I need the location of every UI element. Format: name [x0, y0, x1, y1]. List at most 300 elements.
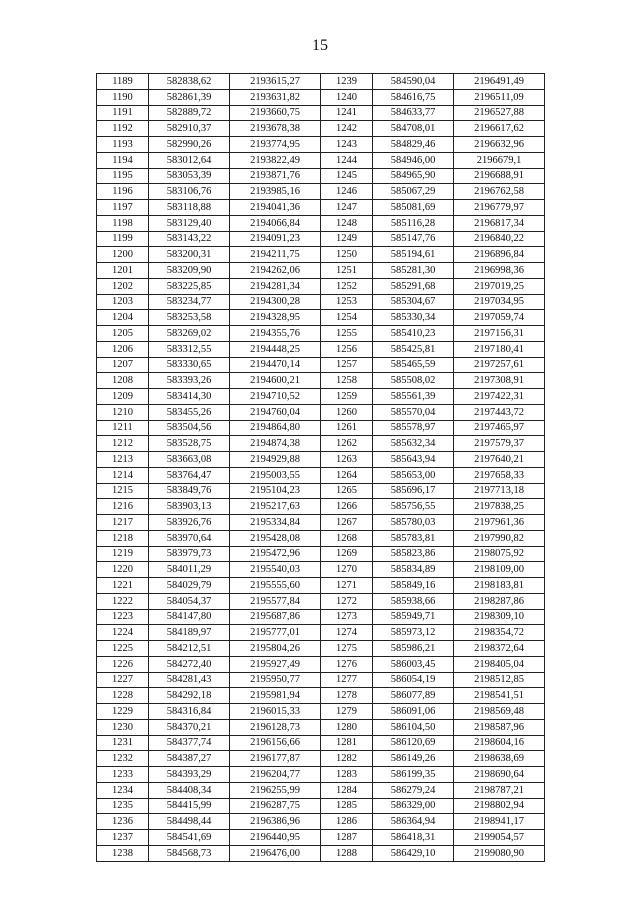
x-coordinate-left: 584212,51 [149, 641, 230, 657]
point-number-right: 1260 [321, 404, 373, 420]
point-number-left: 1207 [97, 357, 149, 373]
y-coordinate-right: 2198587,96 [454, 719, 545, 735]
table-row [97, 735, 545, 751]
point-number-right: 1239 [321, 74, 373, 90]
y-coordinate-left: 2195804,26 [230, 641, 321, 657]
table-row [97, 814, 545, 830]
table-row [97, 625, 545, 641]
y-coordinate-left: 2195687,86 [230, 609, 321, 625]
x-coordinate-left: 583234,77 [149, 294, 230, 310]
y-coordinate-right: 2197838,25 [454, 499, 545, 515]
x-coordinate-right: 586279,24 [373, 782, 454, 798]
table-row [97, 263, 545, 279]
point-number-left: 1237 [97, 830, 149, 846]
point-number-right: 1279 [321, 704, 373, 720]
x-coordinate-left: 583200,31 [149, 247, 230, 263]
x-coordinate-left: 584189,97 [149, 625, 230, 641]
x-coordinate-left: 583106,76 [149, 184, 230, 200]
table-row [97, 389, 545, 405]
point-number-right: 1283 [321, 767, 373, 783]
point-number-left: 1217 [97, 515, 149, 531]
y-coordinate-left: 2193615,27 [230, 74, 321, 90]
x-coordinate-right: 584633,77 [373, 105, 454, 121]
point-number-left: 1193 [97, 137, 149, 153]
x-coordinate-left: 584377,74 [149, 735, 230, 751]
y-coordinate-left: 2195334,84 [230, 515, 321, 531]
point-number-right: 1262 [321, 436, 373, 452]
y-coordinate-right: 2197019,25 [454, 278, 545, 294]
point-number-left: 1206 [97, 341, 149, 357]
x-coordinate-left: 583209,90 [149, 263, 230, 279]
y-coordinate-left: 2193660,75 [230, 105, 321, 121]
point-number-left: 1195 [97, 168, 149, 184]
y-coordinate-right: 2197658,33 [454, 467, 545, 483]
point-number-right: 1267 [321, 515, 373, 531]
point-number-left: 1200 [97, 247, 149, 263]
point-number-left: 1201 [97, 263, 149, 279]
y-coordinate-right: 2198405,04 [454, 656, 545, 672]
x-coordinate-left: 583504,56 [149, 420, 230, 436]
y-coordinate-left: 2194091,23 [230, 231, 321, 247]
x-coordinate-left: 584370,21 [149, 719, 230, 735]
x-coordinate-right: 585578,97 [373, 420, 454, 436]
x-coordinate-left: 583012,64 [149, 152, 230, 168]
x-coordinate-left: 583129,40 [149, 215, 230, 231]
point-number-right: 1253 [321, 294, 373, 310]
y-coordinate-right: 2196617,62 [454, 121, 545, 137]
y-coordinate-left: 2194066,84 [230, 215, 321, 231]
x-coordinate-right: 585570,04 [373, 404, 454, 420]
y-coordinate-left: 2195950,77 [230, 672, 321, 688]
table-row [97, 546, 545, 562]
table-row [97, 672, 545, 688]
y-coordinate-left: 2193631,82 [230, 89, 321, 105]
y-coordinate-left: 2194448,25 [230, 341, 321, 357]
point-number-left: 1229 [97, 704, 149, 720]
table-row [97, 562, 545, 578]
point-number-left: 1222 [97, 593, 149, 609]
x-coordinate-right: 586104,50 [373, 719, 454, 735]
table-row [97, 310, 545, 326]
point-number-left: 1216 [97, 499, 149, 515]
y-coordinate-left: 2194864,80 [230, 420, 321, 436]
y-coordinate-right: 2196688,91 [454, 168, 545, 184]
point-number-left: 1205 [97, 326, 149, 342]
y-coordinate-left: 2194710,52 [230, 389, 321, 405]
x-coordinate-right: 585643,94 [373, 452, 454, 468]
y-coordinate-left: 2194929,88 [230, 452, 321, 468]
y-coordinate-left: 2193985,16 [230, 184, 321, 200]
point-number-right: 1285 [321, 798, 373, 814]
y-coordinate-right: 2198787,21 [454, 782, 545, 798]
y-coordinate-left: 2196287,75 [230, 798, 321, 814]
x-coordinate-right: 585116,28 [373, 215, 454, 231]
x-coordinate-left: 583979,73 [149, 546, 230, 562]
x-coordinate-left: 583926,76 [149, 515, 230, 531]
y-coordinate-left: 2195472,96 [230, 546, 321, 562]
y-coordinate-left: 2194600,21 [230, 373, 321, 389]
x-coordinate-right: 584946,00 [373, 152, 454, 168]
point-number-left: 1226 [97, 656, 149, 672]
y-coordinate-right: 2198690,64 [454, 767, 545, 783]
x-coordinate-left: 583764,47 [149, 467, 230, 483]
table-row [97, 404, 545, 420]
point-number-left: 1223 [97, 609, 149, 625]
x-coordinate-left: 584568,73 [149, 845, 230, 861]
x-coordinate-left: 582990,26 [149, 137, 230, 153]
point-number-right: 1241 [321, 105, 373, 121]
x-coordinate-right: 585949,71 [373, 609, 454, 625]
point-number-left: 1197 [97, 200, 149, 216]
y-coordinate-right: 2198604,16 [454, 735, 545, 751]
point-number-right: 1275 [321, 641, 373, 657]
x-coordinate-left: 583225,85 [149, 278, 230, 294]
point-number-right: 1256 [321, 341, 373, 357]
point-number-left: 1221 [97, 578, 149, 594]
point-number-right: 1266 [321, 499, 373, 515]
x-coordinate-right: 584965,90 [373, 168, 454, 184]
x-coordinate-right: 584590,04 [373, 74, 454, 90]
x-coordinate-right: 585783,81 [373, 530, 454, 546]
table-row [97, 719, 545, 735]
y-coordinate-left: 2195555,60 [230, 578, 321, 594]
x-coordinate-left: 583393,26 [149, 373, 230, 389]
y-coordinate-left: 2194355,76 [230, 326, 321, 342]
y-coordinate-right: 2197308,91 [454, 373, 545, 389]
y-coordinate-left: 2196204,77 [230, 767, 321, 783]
x-coordinate-left: 584281,43 [149, 672, 230, 688]
y-coordinate-right: 2198638,69 [454, 751, 545, 767]
y-coordinate-right: 2197713,18 [454, 483, 545, 499]
y-coordinate-right: 2197640,21 [454, 452, 545, 468]
x-coordinate-left: 583253,58 [149, 310, 230, 326]
table-row [97, 609, 545, 625]
y-coordinate-right: 2197156,31 [454, 326, 545, 342]
x-coordinate-left: 584498,44 [149, 814, 230, 830]
point-number-right: 1265 [321, 483, 373, 499]
table-row [97, 105, 545, 121]
table-row [97, 830, 545, 846]
x-coordinate-right: 585194,61 [373, 247, 454, 263]
point-number-left: 1196 [97, 184, 149, 200]
x-coordinate-left: 583330,65 [149, 357, 230, 373]
x-coordinate-right: 585304,67 [373, 294, 454, 310]
y-coordinate-right: 2196511,09 [454, 89, 545, 105]
point-number-left: 1209 [97, 389, 149, 405]
y-coordinate-right: 2197990,82 [454, 530, 545, 546]
y-coordinate-right: 2197034,95 [454, 294, 545, 310]
x-coordinate-right: 585973,12 [373, 625, 454, 641]
point-number-right: 1259 [321, 389, 373, 405]
point-number-right: 1280 [321, 719, 373, 735]
point-number-right: 1278 [321, 688, 373, 704]
table-row [97, 152, 545, 168]
y-coordinate-right: 2198541,51 [454, 688, 545, 704]
x-coordinate-left: 584387,27 [149, 751, 230, 767]
point-number-right: 1277 [321, 672, 373, 688]
point-number-left: 1191 [97, 105, 149, 121]
point-number-right: 1240 [321, 89, 373, 105]
x-coordinate-left: 583053,39 [149, 168, 230, 184]
y-coordinate-right: 2199080,90 [454, 845, 545, 861]
y-coordinate-right: 2198354,72 [454, 625, 545, 641]
table-row [97, 845, 545, 861]
point-number-right: 1244 [321, 152, 373, 168]
table-row [97, 247, 545, 263]
y-coordinate-left: 2194328,95 [230, 310, 321, 326]
point-number-left: 1190 [97, 89, 149, 105]
x-coordinate-left: 584393,29 [149, 767, 230, 783]
table-row [97, 436, 545, 452]
y-coordinate-right: 2196679,1 [454, 152, 545, 168]
y-coordinate-left: 2196476,00 [230, 845, 321, 861]
x-coordinate-left: 584011,29 [149, 562, 230, 578]
y-coordinate-right: 2196998,36 [454, 263, 545, 279]
y-coordinate-right: 2198941,17 [454, 814, 545, 830]
coordinates-table-body [97, 74, 545, 862]
x-coordinate-right: 585696,17 [373, 483, 454, 499]
x-coordinate-right: 585291,68 [373, 278, 454, 294]
y-coordinate-left: 2195577,84 [230, 593, 321, 609]
y-coordinate-right: 2198109,00 [454, 562, 545, 578]
table-row [97, 483, 545, 499]
x-coordinate-left: 584316,84 [149, 704, 230, 720]
y-coordinate-right: 2196779,97 [454, 200, 545, 216]
x-coordinate-left: 582910,37 [149, 121, 230, 137]
point-number-right: 1270 [321, 562, 373, 578]
table-row [97, 89, 545, 105]
x-coordinate-right: 585281,30 [373, 263, 454, 279]
y-coordinate-left: 2194470,14 [230, 357, 321, 373]
x-coordinate-left: 582861,39 [149, 89, 230, 105]
x-coordinate-right: 585823,86 [373, 546, 454, 562]
y-coordinate-right: 2198075,92 [454, 546, 545, 562]
x-coordinate-right: 586429,10 [373, 845, 454, 861]
point-number-left: 1230 [97, 719, 149, 735]
x-coordinate-right: 586418,31 [373, 830, 454, 846]
y-coordinate-right: 2196762,58 [454, 184, 545, 200]
point-number-left: 1202 [97, 278, 149, 294]
table-row [97, 168, 545, 184]
y-coordinate-left: 2195540,03 [230, 562, 321, 578]
point-number-right: 1249 [321, 231, 373, 247]
point-number-right: 1269 [321, 546, 373, 562]
y-coordinate-right: 2198512,85 [454, 672, 545, 688]
table-row [97, 641, 545, 657]
page-number: 15 [312, 37, 328, 54]
table-row [97, 74, 545, 90]
table-row [97, 578, 545, 594]
x-coordinate-left: 583663,08 [149, 452, 230, 468]
table-row [97, 593, 545, 609]
y-coordinate-left: 2196177,87 [230, 751, 321, 767]
point-number-right: 1252 [321, 278, 373, 294]
x-coordinate-right: 586364,94 [373, 814, 454, 830]
x-coordinate-left: 583118,88 [149, 200, 230, 216]
table-row [97, 467, 545, 483]
point-number-left: 1235 [97, 798, 149, 814]
y-coordinate-left: 2194041,36 [230, 200, 321, 216]
y-coordinate-left: 2195777,01 [230, 625, 321, 641]
y-coordinate-left: 2194760,04 [230, 404, 321, 420]
y-coordinate-right: 2196840,22 [454, 231, 545, 247]
y-coordinate-left: 2196156,66 [230, 735, 321, 751]
point-number-left: 1211 [97, 420, 149, 436]
coordinates-table [96, 73, 545, 862]
table-row [97, 231, 545, 247]
x-coordinate-left: 584147,80 [149, 609, 230, 625]
table-row [97, 294, 545, 310]
x-coordinate-right: 586003,45 [373, 656, 454, 672]
y-coordinate-right: 2197443,72 [454, 404, 545, 420]
table-row [97, 656, 545, 672]
x-coordinate-right: 584616,75 [373, 89, 454, 105]
y-coordinate-left: 2193774,95 [230, 137, 321, 153]
y-coordinate-left: 2193678,38 [230, 121, 321, 137]
x-coordinate-right: 586329,00 [373, 798, 454, 814]
x-coordinate-right: 585756,55 [373, 499, 454, 515]
point-number-right: 1254 [321, 310, 373, 326]
point-number-left: 1220 [97, 562, 149, 578]
point-number-right: 1272 [321, 593, 373, 609]
point-number-left: 1198 [97, 215, 149, 231]
x-coordinate-right: 585561,39 [373, 389, 454, 405]
x-coordinate-right: 586077,89 [373, 688, 454, 704]
table-row [97, 452, 545, 468]
y-coordinate-right: 2196817,34 [454, 215, 545, 231]
point-number-right: 1271 [321, 578, 373, 594]
y-coordinate-right: 2198183,81 [454, 578, 545, 594]
x-coordinate-right: 586054,19 [373, 672, 454, 688]
point-number-right: 1258 [321, 373, 373, 389]
x-coordinate-left: 583849,76 [149, 483, 230, 499]
y-coordinate-left: 2195927,49 [230, 656, 321, 672]
point-number-left: 1208 [97, 373, 149, 389]
table-row [97, 420, 545, 436]
table-row [97, 530, 545, 546]
point-number-left: 1225 [97, 641, 149, 657]
point-number-left: 1218 [97, 530, 149, 546]
table-row [97, 767, 545, 783]
x-coordinate-right: 585081,69 [373, 200, 454, 216]
point-number-right: 1263 [321, 452, 373, 468]
x-coordinate-right: 585147,76 [373, 231, 454, 247]
x-coordinate-right: 585834,89 [373, 562, 454, 578]
y-coordinate-left: 2194262,06 [230, 263, 321, 279]
point-number-right: 1273 [321, 609, 373, 625]
table-row [97, 200, 545, 216]
point-number-right: 1248 [321, 215, 373, 231]
y-coordinate-right: 2198802,94 [454, 798, 545, 814]
y-coordinate-right: 2197180,41 [454, 341, 545, 357]
point-number-left: 1212 [97, 436, 149, 452]
x-coordinate-right: 586120,69 [373, 735, 454, 751]
y-coordinate-right: 2196632,96 [454, 137, 545, 153]
table-row [97, 215, 545, 231]
y-coordinate-left: 2194874,38 [230, 436, 321, 452]
point-number-left: 1192 [97, 121, 149, 137]
x-coordinate-left: 583970,64 [149, 530, 230, 546]
y-coordinate-left: 2196128,73 [230, 719, 321, 735]
y-coordinate-right: 2197961,36 [454, 515, 545, 531]
point-number-right: 1284 [321, 782, 373, 798]
x-coordinate-left: 582889,72 [149, 105, 230, 121]
x-coordinate-right: 585508,02 [373, 373, 454, 389]
x-coordinate-left: 584292,18 [149, 688, 230, 704]
y-coordinate-left: 2193822,49 [230, 152, 321, 168]
table-row [97, 499, 545, 515]
point-number-left: 1210 [97, 404, 149, 420]
point-number-right: 1282 [321, 751, 373, 767]
x-coordinate-left: 584415,99 [149, 798, 230, 814]
point-number-left: 1231 [97, 735, 149, 751]
point-number-right: 1245 [321, 168, 373, 184]
point-number-right: 1268 [321, 530, 373, 546]
x-coordinate-left: 582838,62 [149, 74, 230, 90]
x-coordinate-left: 584054,37 [149, 593, 230, 609]
x-coordinate-left: 583143,22 [149, 231, 230, 247]
table-row [97, 704, 545, 720]
x-coordinate-right: 585330,34 [373, 310, 454, 326]
point-number-right: 1247 [321, 200, 373, 216]
table-row [97, 341, 545, 357]
x-coordinate-left: 584408,34 [149, 782, 230, 798]
point-number-left: 1199 [97, 231, 149, 247]
point-number-right: 1264 [321, 467, 373, 483]
y-coordinate-right: 2196896,84 [454, 247, 545, 263]
point-number-right: 1243 [321, 137, 373, 153]
point-number-left: 1215 [97, 483, 149, 499]
point-number-right: 1287 [321, 830, 373, 846]
x-coordinate-left: 583269,02 [149, 326, 230, 342]
point-number-left: 1227 [97, 672, 149, 688]
y-coordinate-left: 2194300,28 [230, 294, 321, 310]
x-coordinate-right: 586091,06 [373, 704, 454, 720]
y-coordinate-right: 2197257,61 [454, 357, 545, 373]
point-number-right: 1255 [321, 326, 373, 342]
x-coordinate-right: 584708,01 [373, 121, 454, 137]
x-coordinate-right: 585986,21 [373, 641, 454, 657]
x-coordinate-right: 585849,16 [373, 578, 454, 594]
x-coordinate-right: 585632,34 [373, 436, 454, 452]
point-number-right: 1251 [321, 263, 373, 279]
point-number-left: 1232 [97, 751, 149, 767]
table-row [97, 137, 545, 153]
point-number-left: 1234 [97, 782, 149, 798]
point-number-left: 1204 [97, 310, 149, 326]
table-row [97, 184, 545, 200]
y-coordinate-left: 2193871,76 [230, 168, 321, 184]
table-row [97, 688, 545, 704]
x-coordinate-right: 585425,81 [373, 341, 454, 357]
point-number-left: 1228 [97, 688, 149, 704]
x-coordinate-right: 584829,46 [373, 137, 454, 153]
y-coordinate-left: 2195003,55 [230, 467, 321, 483]
x-coordinate-right: 585465,59 [373, 357, 454, 373]
y-coordinate-right: 2197579,37 [454, 436, 545, 452]
point-number-right: 1281 [321, 735, 373, 751]
y-coordinate-left: 2195217,63 [230, 499, 321, 515]
point-number-left: 1238 [97, 845, 149, 861]
x-coordinate-right: 586199,35 [373, 767, 454, 783]
point-number-right: 1246 [321, 184, 373, 200]
x-coordinate-right: 586149,26 [373, 751, 454, 767]
y-coordinate-left: 2196255,99 [230, 782, 321, 798]
y-coordinate-right: 2197422,31 [454, 389, 545, 405]
point-number-left: 1224 [97, 625, 149, 641]
point-number-left: 1219 [97, 546, 149, 562]
y-coordinate-right: 2198287,86 [454, 593, 545, 609]
